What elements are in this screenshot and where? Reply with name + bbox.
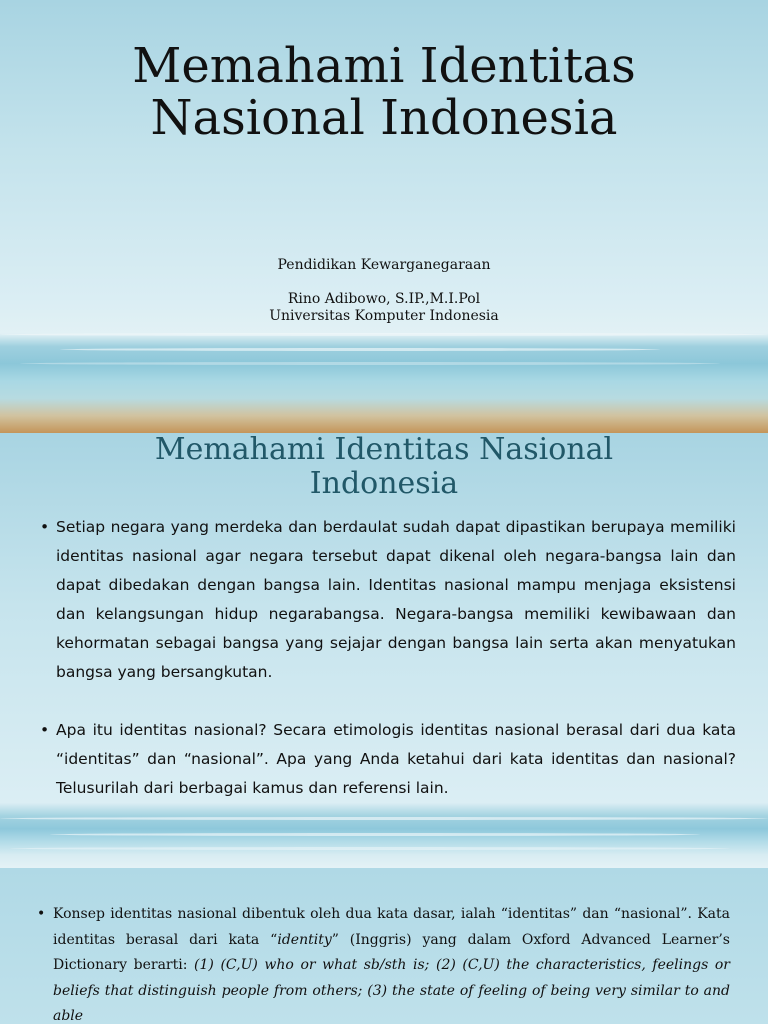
- list-item: [40, 716, 736, 803]
- wave-decoration: [10, 847, 730, 850]
- wave-decoration: [50, 833, 700, 836]
- bullet-icon: •: [40, 518, 50, 536]
- content-slide: [0, 433, 768, 868]
- slide-title-line2: Nasional Indonesia: [150, 90, 618, 146]
- list-item: [37, 902, 730, 1024]
- wave-decoration: [0, 333, 768, 336]
- slide-title-line1: Memahami Identitas Nasional: [154, 433, 614, 467]
- slide-title: [0, 40, 768, 144]
- bullet-list: [37, 902, 730, 1024]
- slide-title: [0, 433, 768, 501]
- bullet-icon: •: [37, 906, 46, 922]
- wave-decoration: [20, 362, 720, 365]
- bullet-text: ” (Inggris) yang dalam Oxford Advanced Learner’s Dictionary berarti:: [53, 931, 730, 973]
- bullet-text: Konsep identitas nasional dibentuk oleh dua kata dasar, ialah “identitas” dan “nasional”. Kata identitas berasal dari kata “: [53, 906, 730, 948]
- bullet-list: [40, 513, 736, 803]
- bullet-text-italic: (1) (C,U) who or what sb/sth is; (2) (C,U) the characteristics, feelings or beliefs that distinguish people from others; (3) the state of feeling of being very similar to and able: [53, 957, 730, 1024]
- course-name: Pendidikan Kewarganegaraan: [277, 257, 491, 273]
- bullet-text-italic: identity: [277, 931, 332, 948]
- author-name: Rino Adibowo, S.IP.,M.I.Pol: [287, 291, 481, 307]
- bullet-text: Apa itu identitas nasional? Secara etimologis identitas nasional berasal dari dua kata “identitas” dan “nasional”. Apa yang Anda ketahui dari kata identitas dan nasional? Telusurilah dari berbagai kamus dan referensi lain.: [56, 721, 736, 797]
- content-slide: [0, 868, 768, 1024]
- bullet-icon: •: [40, 721, 50, 739]
- institution-name: Universitas Komputer Indonesia: [269, 308, 499, 324]
- title-slide: [0, 0, 768, 433]
- list-item: [40, 513, 736, 687]
- slide-title-line2: Indonesia: [309, 466, 459, 501]
- slide-title-line1: Memahami Identitas: [132, 38, 636, 94]
- wave-decoration: [60, 348, 660, 351]
- wave-decoration: [0, 817, 768, 820]
- bullet-text: Setiap negara yang merdeka dan berdaulat sudah dapat dipastikan berupaya memiliki identitas nasional agar negara tersebut dapat dikenal oleh negara-bangsa lain dan dapat dibedakan dengan bangsa lain. Identitas nasional mampu menjaga eksistensi dan kelangsungan hidup negarabangsa. Negara-bangsa memiliki kewibawaan dan kehormatan sebagai bangsa yang sejajar dengan bangsa lain serta akan menyatukan bangsa yang bersangkutan.: [56, 518, 736, 681]
